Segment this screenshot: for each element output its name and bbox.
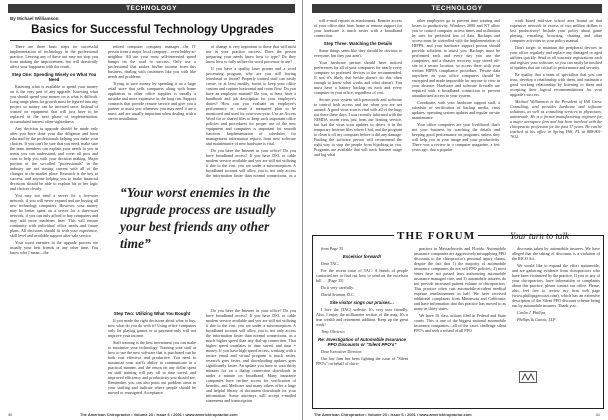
firm-logo-icon xyxy=(519,371,537,383)
paragraph: For the recent issue of TAC: A bunch of people contacted me to find out how to send on the excelsior bill … [Page 35] xyxy=(316,268,408,283)
article-column-2-top xyxy=(108,44,196,178)
right-column-2 xyxy=(412,18,500,228)
article-column-3-bottom xyxy=(206,308,296,408)
letter-signature: Tony Olivierio xyxy=(321,329,345,334)
paragraph: If you made the right decisions about what to buy, now what do you do with it? Using office computers only for playing games or at payment-only will not improve your income. xyxy=(108,318,196,338)
paragraph: Do it very carefully. xyxy=(321,285,354,290)
paragraph: There are three basic steps for successful implementation of technology in the professional practice. Leaving any of these out may not stop you from making the improvement, but will drastically affect your happiness with the result. xyxy=(10,44,98,69)
paragraph: Staff training is the best investment you can make to maximize your technology. Training your staff at how to use the new software that is purchased can be both cost effective and productive. You need to maximize your staff's ability to communicate in a practical manner, and the return on any dollar spent on staff training will pay off in time saved, and improved efficiency and productivity you should see. Remember, you can also point out problem areas in your staffing and indicate where people should be moved or reassigned. Acceptance xyxy=(108,340,196,395)
footer-text: The American Chiropractor • Volume 23 • Issue 6 • 2001 • www.americhiropractor.com xyxy=(314,412,472,417)
paragraph: other employees go to prevent time wasting and losses to productivity. Windows 2000 and NT allow you to control computer access times and utilization by user for protected loss of data. Backups and access must be controlled with the implementation of HIPPA, and your hardware support person should provide solutions to assist you. Backups must be performed each and every day you use the computers, and a disaster recovery copy stored off-site in a secure location, so access there with your written HIPPA compliance procedure. Private data anywhere on your office computers should be encrypted and made impossible for anyone to view in your absence. Hardware and software firewalls are required with a broadband connection to prevent unauthorized access to your system. xyxy=(412,18,500,98)
forum-tagline: Your turn to talk xyxy=(510,231,569,241)
letter-heading: Re: Investigation of Automobile Insurance PPO Discounts or "Silent PPO's" xyxy=(318,337,406,347)
left-page xyxy=(0,0,303,420)
paragraph: Knowing what is available to spend your money on is the easy part of any upgrade. Knowing what you should spend your money on is what is difficult. Long range plans for growth must be figured into any project so money can be invested once. Instead of wasted on equipment that will just have to be replaced in the next phase of implementation, accumulated interest often-sightedness. xyxy=(10,84,98,124)
paragraph: Your hardware person should have noticed preferences for all of your computers for nearly every computer so preferred devices to the recommended. If not, it's likely that he/she doesn't do this often enough to know what works and what doesn't. You must have a battery backup on each and every computer in your office, regardless of cost. xyxy=(314,60,402,95)
paragraph: Dear Executive Director: xyxy=(321,349,363,354)
paragraph: Dear TAC, xyxy=(321,261,339,266)
paragraph: Be quality that a team of specialists that you can trust, develop a relationship with them, and maintain a good working relationship by listening to them and accepting their logical recommendations for your upgrade's success. xyxy=(510,72,602,97)
paragraph: We have 16 class actions filed in Federal and State courts. This is one of the biggest national automobile insurance companies—all of the cases challenge silent PPO's and seek a refund of all PPO xyxy=(414,313,506,333)
paragraph: Your office computers are your livelihood, that's not your business by watching the details and keeping good performance on programs, unless they will help you in your image and your productivity. There was a review in a computer magazine, a few years ago, that a popular xyxy=(412,122,500,152)
paragraph: of change is very important to those that will most use in your practice success. Does the person preparing your needs know how to type? Do they know how to fully utilize the word processor in use? xyxy=(206,44,296,64)
paragraph: from Page 35 xyxy=(321,246,344,251)
step-three-heading: Step Three: Watching the Details xyxy=(323,41,393,46)
article-column-2-bottom xyxy=(108,308,196,408)
footer-text: The American Chiropractor • Volume 23 • Issue 6 • 2001 • www.americhiropractor.com xyxy=(80,412,238,417)
paragraph: I love the [TAC] website. It's very user friendly. Also, I enjoy the millionaire section of the mag. It's a true wealth and retirement addition. Keep up the great work! xyxy=(316,307,408,327)
section-label: TECHNOLOGY xyxy=(8,4,295,13)
paragraph: Don't forget to maintain the peripheral devices in your office regularly and replace any damaged or aged utilities quickly. Send in all warranty registrations each and register your software, so you can easily be notified of updates that are critical to performance and security. xyxy=(510,45,602,70)
paragraph: Secure your system with passwords and software to control both access and use when you are not around. A good virus scan is vital with all of the bugs out there these days. I was recently informed with the NIMDA worm virus just from our hosting service, but had the virus scan updates to detect it in the temporary Internet files where I hid, and the program to clean it off my computer before it did any damage. Finding the software person will recommend the right way to stop the people from hijacking in you. Programs are available that will track Internet usage and log what xyxy=(314,97,402,157)
right-page xyxy=(304,0,608,420)
letter-signature-firm: Phillips & Garcia, LLP xyxy=(517,317,556,322)
paragraph: Some things seem like they should be obvious to everyone, but they just aren't. xyxy=(314,48,402,58)
paragraph: Do you have the Internet in your office? Do you have broadband access? If you have DSL or cable modem service available and you are still not utilizing it due to the cost, you are under a misconception. A broadband account will allow you to not only access the information faster than normal connections, as a much higher speed than any dial-up connection. That higher speed translates to time saved, and time = money. If you have high-speed access, working with a secure email and virtual program is much easier, research goes faster, and downloading updates goes significantly faster. An update you have to wait thirty minutes for on a dialup connection downloads in under a minute on broadband. Many insurance companies have on-line access for verification of benefits, and Medicare and many others offer a large and helpful library of document downloads for your information. Some attorneys will accept e-mailed statements and transcription xyxy=(206,308,296,403)
paragraph: You may not need a server for a five-user network, if you will never expand and are buying all new technology computers. However, your money may be better spent on a server for a three-user network, if you can only afford to buy computers and may add more machines later. This will ensure continuity with individual office needs and future plans. All decisions should fit with your experience, skill level and available support after-sale service. xyxy=(10,193,98,238)
article-column-3-top xyxy=(206,44,296,178)
paragraph: Do you have the Internet in your office? Do you have broadband access? If you have DSL or cable modem service available and you are still not utilizing it due to the cost, you are under a misconception. A broadband account will allow you to not only access the information faster than normal connections, as a xyxy=(206,148,296,178)
forum-column-2 xyxy=(414,246,506,404)
paragraph: discounts taken by automobile insurers. We have alleged that the taking of discounts is a violation of the RICO Act. xyxy=(512,246,600,261)
letter-heading: Site visitor sings our praises… xyxy=(329,300,395,305)
letter-heading: Excelsior forward! xyxy=(342,254,382,259)
letter-signature: Carlin J. Phillips xyxy=(517,310,546,315)
forum-column-3 xyxy=(512,246,600,374)
pull-quote: “Your worst enemies in the upgrade process are usually your best friends any other time” xyxy=(118,180,300,308)
right-column-1 xyxy=(314,18,402,228)
author-bio: Michael Williamson is the President of Hill Grove Consulting, and provides hardware and software solutions, as well as consulting services to physicians, nationwide. He is a former manufacturing engineer for a major aerospace firm and has been involved with the chiropractic profession for the past 17 years. He can be reached at his office in Spring Hill, FL at 888-801-7612. xyxy=(510,99,602,139)
article-column-1 xyxy=(10,44,98,408)
paragraph: Trying to save money by spending it on a large retail store that sells computers along with home appliances or other office supplies is usually a mistake and more expensive in the long run. Support contracts that provide remote service and give you a partner to assist you whenever you may need it are a must, and are usually important when dealing with a server installation. xyxy=(108,81,196,121)
page-number: 40 xyxy=(8,412,13,417)
paragraph: We would like to expand the effort nationwide, and are gathering evidence from chiropractors who have been victimized by the practice. If you or any of your chiropractors, have information or complaints about this practice, please contact our office. Please, also, feel free to review my firm web page (www.phillipsgercozzi.com), which has an extensive description of the Silent PPO discount scheme being run by automobile insurers. Thank you. xyxy=(512,263,600,308)
page-number: 41 xyxy=(595,412,600,417)
step-two-heading: Step Two: Utilizing What You Bought xyxy=(113,311,191,316)
paragraph: will e-mail reports as attachments. Remote access of your office data from home or remote support for your hardware is much easier with a broadband connection. xyxy=(314,18,402,38)
step-one-heading: Step One: Spending Wisely on What You Need xyxy=(11,72,97,82)
paragraph: If you have a quality laser printer and a word processing program, why are you still buying letterhead or forms? Properly trained staff can easily create, or at least modify, forms to keep your office custom and capture horizontal and room flow. Do you have an employee manual? Do you, at least, have a handbook and job description for your employee's duties? How can you evaluate an employee's performance or create a measured plan to be monitored and used for year-over-year. Use an Access Word for or shared files to keep such important office policies and procedures for proper use of the new equipment and computers is important for smooth function. Implementation of schedules for management information reports from new software and maintenance of new hardware is vital. xyxy=(206,66,296,146)
paragraph: Any decision to upgrade should be made only after you have done your due diligence and been educated by the professionals helping you make your choices. If you can't be sure that you need, make sure the team members can explain your needs to you in terms you can understand, and cover all pros and cons to help you with your decision making. Major portion of the so-called "professionals" in the industry are not staying current with all of the changes in the market place. Research is the key to success, and anyone helping you to make financial decisions should be able to explain his or her logic and choices clearly. xyxy=(10,126,98,191)
paragraph: Our law firm has been fighting the issue of "Silent PPO's" on behalf of chiro- xyxy=(316,356,408,366)
paragraph: work based mid-size school area bound on that expensive network in excess of two million dollars is lost productivity! Include your policy about game playing, e-mailing, browsing, chatting and other computer activities in your policy manual. xyxy=(510,18,602,43)
paragraph: retired computer company manager…the IT person from a major local company…even-hobby-at-neighbor. All are your most self-interested speed bumps on the road to success. Only use a professional that makes his/her income from this business, dealing with customers like you with like needs and problems. xyxy=(108,44,196,79)
byline: By Michael Williamson xyxy=(10,16,59,21)
forum-column-1 xyxy=(316,246,408,404)
letter-signature: David Seaman, D.C. xyxy=(321,292,355,297)
paragraph: practors in Massachusetts and Florida. Automobile insurance companies are aggressively misapplying PPO discounts to the chiropractor's personal injury claims, despite the fact that 1) the majority of automobile insurance companies do not sell PPO policies; 2) most states have not passed laws authorizing automobile insurance managed care, and 3) automobile insurers do not provide increased patient volume to chiropractors. This practice often cuts automobile-accident medical expense reimbursement in half. We have received additional complaints from Minnesota and California, and have information that this practice has moved to as many as thirty states. xyxy=(414,246,506,311)
paragraph: Your worst enemies in the upgrade process are usually your best friends or any other time. You know who I mean—the xyxy=(10,240,98,255)
article-headline: Basics for Successful Technology Upgrades xyxy=(10,24,295,41)
forum-title: THE FORUM xyxy=(394,230,478,242)
paragraph: Coordinate, with your hardware support staff, a schedule of verification of backup media, virus updates, operating system updates and regular on-site maintenance. xyxy=(412,100,500,120)
section-label: TECHNOLOGY xyxy=(312,4,602,13)
right-column-3 xyxy=(510,18,602,228)
